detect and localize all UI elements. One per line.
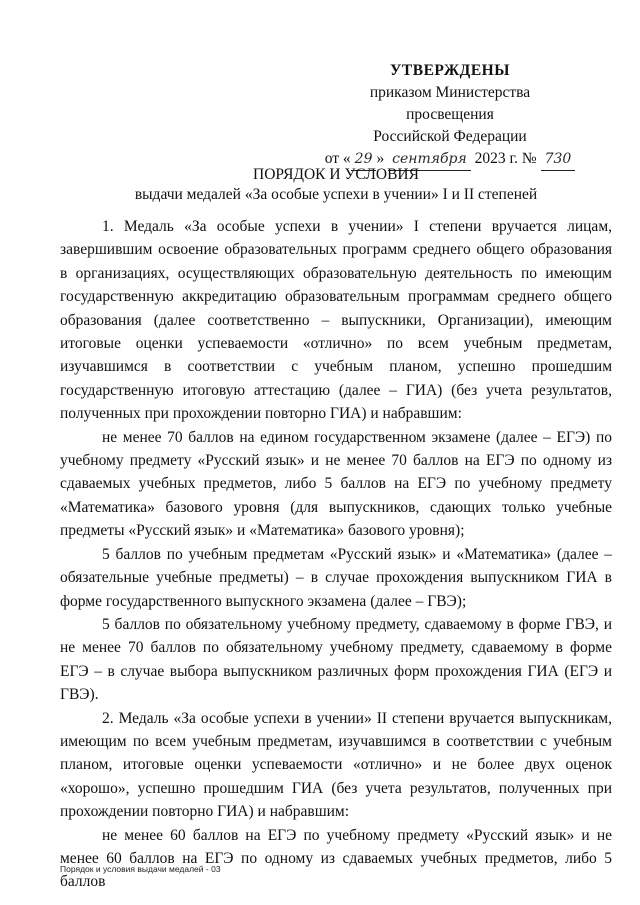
paragraph-1: 1. Медаль «За особые успехи в учении» I степени вручается лицам, завершившим освоение образовательных программ среднего общего образования в организациях, осуществляющих образовательную деятельность по имеющим государственную аккредитацию образовательным программам среднего общего образования (далее соответственно – выпускники, Организации), имеющим итоговые оценки успеваемости «отлично» по всем учебным предметам, изучавшимся в соответствии с учебным планом, успешно прошедшим государственную итоговую аттестацию (далее – ГИА) (без учета результатов, полученных при прохождении повторно ГИА) и набравшим:	[60, 218, 612, 423]
handwritten-day: 29	[351, 148, 377, 171]
paragraph-5: 2. Медаль «За особые успехи в учении» II степени вручается выпускникам, имеющим по всем учебным предметам, изучавшимся в соответствии с учебным планом, итоговые оценки успеваемости «отлично» и не более двух оценок «хорошо», успешно прошедшим ГИА (без учета результатов, полученных при прохождении повторно ГИА) и набравшим:	[60, 709, 612, 821]
approval-title: УТВЕРЖДЕНЫ	[390, 62, 510, 79]
paragraph-6: не менее 60 баллов на ЕГЭ по учебному предмету «Русский язык» и не менее 60 баллов на ЕГЭ по одному из сдаваемых учебных предметов, либо 5 баллов	[60, 826, 612, 891]
document-title: ПОРЯДОК И УСЛОВИЯ	[253, 166, 419, 183]
handwritten-number: 730	[541, 148, 576, 171]
date-prefix: от «	[324, 150, 351, 167]
document-body	[60, 215, 612, 894]
paragraph-4: 5 баллов по обязательному учебному предмету, сдаваемому в форме ГВЭ, и не менее 70 баллов по обязательному учебному предмету, сдаваемому в форме ЕГЭ – в случае выбора выпускником различных форм прохождения ГИА (ЕГЭ и ГВЭ).	[60, 615, 612, 704]
document-subtitle: выдачи медалей «За особые успехи в учении» I и II степеней	[134, 186, 538, 203]
approval-line-1: приказом Министерства просвещения	[369, 84, 531, 123]
paragraph-2: не менее 70 баллов на едином государственном экзамене (далее – ЕГЭ) по учебному предмету «Русский язык» и не менее 70 баллов на ЕГЭ по одному из сдаваемых учебных предметов, либо 5 баллов на ЕГЭ по учебному предмету «Математика» базового уровня (для выпускников, сдающих только учебные предметы «Русский язык» и «Математика» базового уровня);	[60, 428, 612, 540]
paragraph-3: 5 баллов по учебным предметам «Русский язык» и «Математика» (далее – обязательные учебные предметы) – в случае прохождения выпускником ГИА в форме государственного выпускного экзамена (далее – ГВЭ);	[60, 545, 612, 610]
page-footer: Порядок и условия выдачи медалей - 03	[60, 864, 221, 874]
date-mid: »	[376, 150, 385, 167]
approval-line-2: Российской Федерации	[373, 128, 527, 145]
year-text: 2023 г. №	[474, 150, 537, 167]
handwritten-month: сентября	[388, 148, 471, 171]
approval-block	[324, 60, 572, 171]
